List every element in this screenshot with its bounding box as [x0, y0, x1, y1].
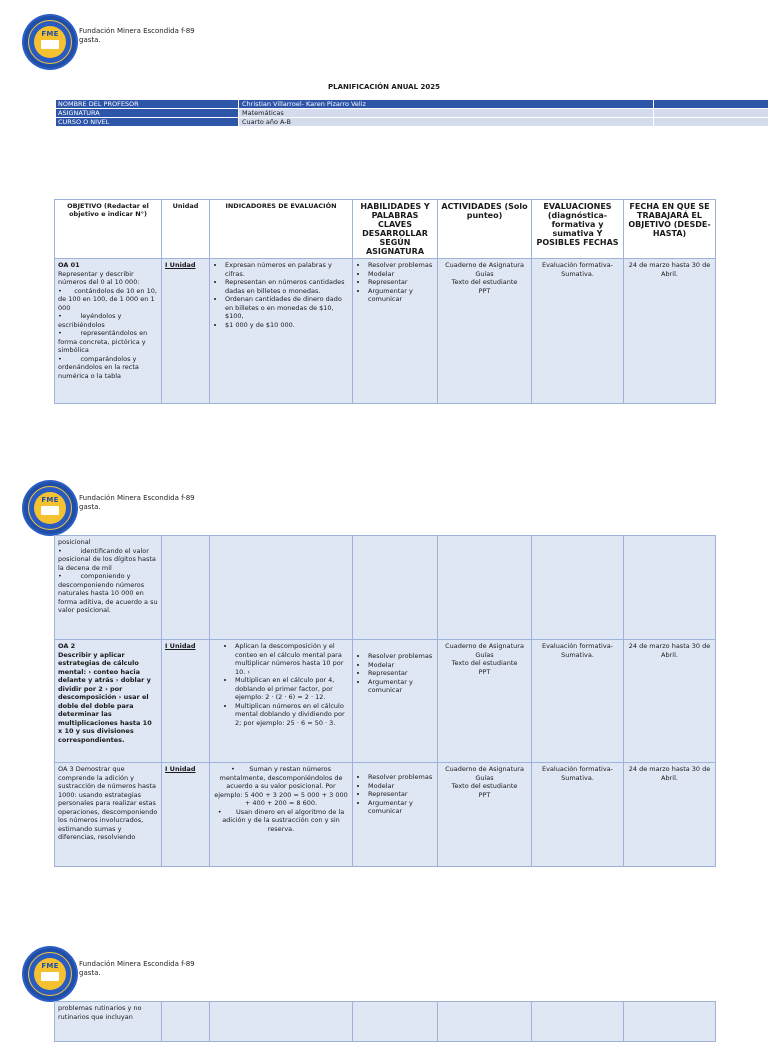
col-objetivo: OBJETIVO (Redactar el objetivo e indicar N°)	[55, 200, 162, 259]
table-row-oa2	[55, 640, 716, 763]
col-fecha: FECHA EN QUE SE TRABAJARÁ EL OBJETIVO (DESDE- HASTA)	[624, 200, 716, 259]
col-indicadores: INDICADORES DE EVALUACIÓN	[210, 200, 353, 259]
indicators-cell: • Suman y restan números mentalmente, descomponiéndolos de acuerdo a su valor posicional. Por ejemplo: 5 400 + 3 200 = 5 000 + 3 000 + 400 + 200 = 8 600. • Usan dinero en el algoritmo de la adición y de la sustracción con y sin reserva.	[210, 763, 353, 867]
school-name: Fundación Minera Escondida f-89 gasta.	[79, 494, 195, 511]
objective-cell: problemas rutinarios y no rutinarios que incluyan	[55, 1002, 162, 1042]
school-logo: FME	[24, 948, 76, 1000]
col-unidad: Unidad	[162, 200, 210, 259]
evaluation-cell: Evaluación formativa- Sumativa.	[532, 763, 624, 867]
school-logo: FME	[24, 16, 76, 68]
unit-cell: I Unidad	[162, 640, 210, 763]
planning-table	[54, 535, 716, 867]
objective-cell: OA 3 Demostrar que comprende la adición y sustracción de números hasta 1000: usando estrategias personales para realizar estas operaciones, descomponiendo los números involucrados, estimando sumas y diferencias, resolviendo	[55, 763, 162, 867]
activities-cell: Cuaderno de Asignatura Guías Texto del estudiante PPT	[438, 763, 532, 867]
skills-cell: • Resolver problemas • Modelar • Representar • Argumentar y comunicar	[353, 763, 438, 867]
table-row-oa1-continued	[55, 536, 716, 640]
indicators-cell: • Aplican la descomposición y el conteo en el cálculo mental para multiplicar números hasta 10 por 10. › • Multiplican en el cálculo por 4, doblando el primer factor, por ejemplo: 2 · (2 · 6) = 2 · 12. • Multiplican números en el cálculo mental doblando y dividiendo por 2; por ejemplo: 25 · 6 = 50 · 3.	[210, 640, 353, 763]
objective-cell: OA 01 Representar y describir números del 0 al 10 000: • contándolos de 10 en 10, de 100 en 100, de 1 000 en 1 000 • leyéndolos y escribiéndolos • representándolos en forma concreta, pictórica y simbólica • comparándolos y ordenándolos en la recta numérica o la tabla	[55, 259, 162, 404]
unit-cell: I Unidad	[162, 763, 210, 867]
skills-cell: • Resolver problemas • Modelar • Representar • Argumentar y comunicar	[353, 259, 438, 404]
unit-cell: I Unidad	[162, 259, 210, 404]
activities-cell: Cuaderno de Asignatura Guías Texto del estudiante PPT	[438, 259, 532, 404]
table-row-oa3	[55, 763, 716, 867]
objective-cell: OA 2 Describir y aplicar estrategias de cálculo mental: › conteo hacia delante y atrás › doblar y dividir por 2 › por descomposición › usar el doble del doble para determinar las multiplicaciones hasta 10 x 10 y sus divisiones correspondientes.	[55, 640, 162, 763]
evaluation-cell: Evaluación formativa- Sumativa.	[532, 640, 624, 763]
page-title: PLANIFICACIÓN ANUAL 2025	[328, 83, 440, 91]
table-row-oa1	[55, 259, 716, 404]
date-cell: 24 de marzo hasta 30 de Abril.	[624, 763, 716, 867]
skills-cell: • Resolver problemas • Modelar • Representar • Argumentar y comunicar	[353, 640, 438, 763]
planning-table	[54, 199, 716, 404]
evaluation-cell: Evaluación formativa- Sumativa.	[532, 259, 624, 404]
date-cell: 24 de marzo hasta 30 de Abril.	[624, 640, 716, 763]
objective-cell: posicional • identificando el valor posicional de los dígitos hasta la decena de mil • componiendo y descomponiendo números naturales hasta 10 000 en forma aditiva, de acuerdo a su valor posicional.	[55, 536, 162, 640]
col-habilidades: HABILIDADES Y PALABRAS CLAVES DESARROLLAR SEGÚN ASIGNATURA	[353, 200, 438, 259]
col-evaluaciones: EVALUACIONES (diagnóstica-formativa y sumativa Y POSIBLES FECHAS	[532, 200, 624, 259]
activities-cell: Cuaderno de Asignatura Guías Texto del estudiante PPT	[438, 640, 532, 763]
col-actividades: ACTIVIDADES (Solo punteo)	[438, 200, 532, 259]
school-name: Fundación Minera Escondida f-89 gasta.	[79, 27, 195, 44]
school-name: Fundación Minera Escondida f-89 gasta.	[79, 960, 195, 977]
date-cell: 24 de marzo hasta 30 de Abril.	[624, 259, 716, 404]
school-logo: FME	[24, 482, 76, 534]
planning-table	[54, 1001, 716, 1042]
table-row-oa3-continued	[55, 1002, 716, 1042]
indicators-cell: • Expresan números en palabras y cifras. • Representan en números cantidades dadas en billetes o monedas. • Ordenan cantidades de dinero dado en billetes o en monedas de $10, $100, • $1 000 y de $10 000.	[210, 259, 353, 404]
